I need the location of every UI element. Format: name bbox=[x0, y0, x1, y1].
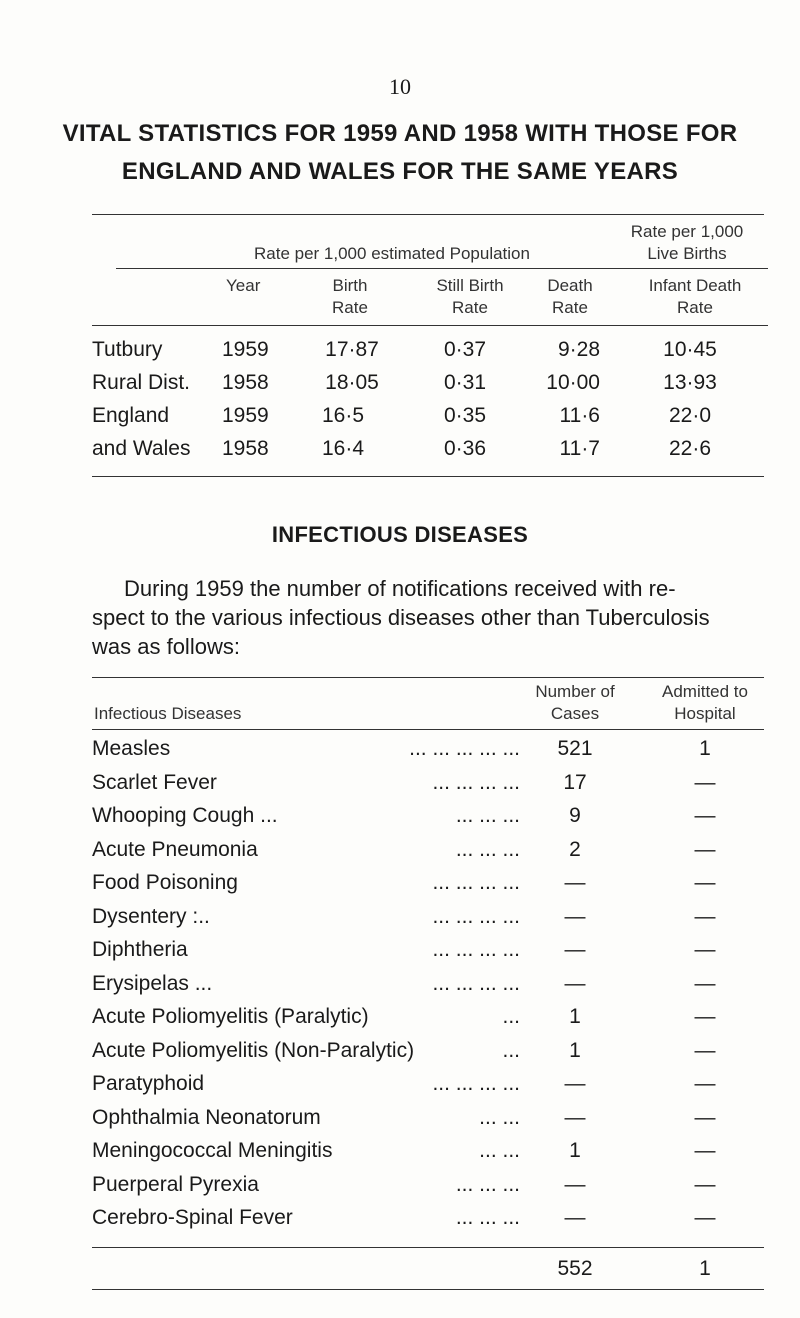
dot-leader: ... ... ... ... bbox=[432, 938, 520, 961]
cases-count: — bbox=[564, 1173, 586, 1196]
disease-name: Scarlet Fever bbox=[92, 771, 217, 794]
row-area: Tutbury bbox=[92, 338, 163, 361]
disease-name: Paratyphoid bbox=[92, 1072, 205, 1095]
cases-count: 9 bbox=[569, 804, 581, 827]
disease-name: Whooping Cough ... bbox=[92, 804, 278, 827]
disease-name: Diphtheria bbox=[92, 938, 188, 961]
table-rule-bottom bbox=[92, 1289, 764, 1290]
page-title-line-2: ENGLAND AND WALES FOR THE SAME YEARS bbox=[121, 158, 679, 185]
page-title-line-1: VITAL STATISTICS FOR 1959 AND 1958 WITH THOSE FOR bbox=[62, 120, 738, 147]
col-header-death-1: Death bbox=[547, 276, 593, 295]
col-header-still-2: Rate bbox=[452, 298, 488, 317]
disease-name: Cerebro-Spinal Fever bbox=[92, 1206, 293, 1229]
disease-name: Erysipelas ... bbox=[92, 972, 213, 995]
row-area: England bbox=[92, 404, 170, 427]
cases-count: — bbox=[564, 1106, 586, 1129]
table-rule-header bbox=[92, 325, 768, 326]
dot-leader: ... ... ... ... ... bbox=[409, 737, 520, 760]
dot-leader: ... ... ... bbox=[455, 838, 520, 861]
row-year: 1959 bbox=[222, 404, 269, 427]
row-still-birth-rate: 0·37 bbox=[443, 338, 487, 361]
row-infant-death-rate: 10·45 bbox=[663, 338, 717, 361]
hospital-count: 1 bbox=[699, 737, 711, 760]
cases-count: 17 bbox=[563, 771, 587, 794]
row-birth-rate: 17·87 bbox=[325, 338, 379, 361]
dot-leader: ... ... ... bbox=[455, 1206, 520, 1229]
col-header-death-2: Rate bbox=[552, 298, 588, 317]
hospital-count: — bbox=[694, 1106, 716, 1129]
table-rule-total bbox=[92, 1247, 764, 1248]
intro-paragraph bbox=[92, 574, 772, 661]
cases-count: — bbox=[564, 1206, 586, 1229]
hospital-count: — bbox=[694, 1206, 716, 1229]
disease-name: Acute Poliomyelitis (Paralytic) bbox=[92, 1005, 369, 1028]
row-infant-death-rate: 22·6 bbox=[668, 437, 712, 460]
hospital-count: — bbox=[694, 1039, 716, 1062]
hospital-count: — bbox=[694, 804, 716, 827]
row-still-birth-rate: 0·36 bbox=[443, 437, 487, 460]
table-rule-top bbox=[92, 214, 764, 215]
cases-count: 1 bbox=[569, 1139, 581, 1162]
row-area: Rural Dist. bbox=[92, 371, 191, 394]
hospital-count: — bbox=[694, 905, 716, 928]
col-header-infant-2: Rate bbox=[677, 298, 713, 317]
hospital-count: — bbox=[694, 972, 716, 995]
row-area: and Wales bbox=[92, 437, 191, 460]
hospital-count: — bbox=[694, 771, 716, 794]
dot-leader: ... ... ... bbox=[455, 804, 520, 827]
row-birth-rate: 16·5 bbox=[322, 404, 365, 427]
group-header-live-births-1: Rate per 1,000 bbox=[630, 222, 744, 241]
row-infant-death-rate: 22·0 bbox=[668, 404, 712, 427]
table-rule-top bbox=[92, 677, 764, 678]
col-header-birth-2: Rate bbox=[332, 298, 368, 317]
disease-name: Dysentery :.. bbox=[92, 905, 210, 928]
group-header-population: Rate per 1,000 estimated Population bbox=[254, 244, 530, 263]
disease-name: Puerperal Pyrexia bbox=[92, 1173, 259, 1196]
cases-count: — bbox=[564, 938, 586, 961]
table-rule-header bbox=[92, 729, 764, 730]
col-header-cases-1: Number of bbox=[535, 682, 615, 701]
table-rule-sub bbox=[116, 268, 768, 269]
dot-leader: ... ... bbox=[479, 1106, 520, 1129]
paragraph-line: was as follows: bbox=[92, 634, 240, 659]
col-header-year: Year bbox=[226, 276, 261, 295]
hospital-count: — bbox=[694, 1139, 716, 1162]
disease-name: Acute Poliomyelitis (Non-Paralytic) bbox=[92, 1039, 415, 1062]
row-death-rate: 10·00 bbox=[546, 371, 600, 394]
total-cases: 552 bbox=[557, 1257, 593, 1280]
total-hospital: 1 bbox=[699, 1257, 711, 1280]
col-header-birth-1: Birth bbox=[332, 276, 368, 295]
cases-count: 1 bbox=[569, 1005, 581, 1028]
group-header-live-births-2: Live Births bbox=[647, 244, 727, 263]
dot-leader: ... bbox=[502, 1039, 520, 1062]
disease-name: Ophthalmia Neonatorum bbox=[92, 1106, 321, 1129]
disease-name: Food Poisoning bbox=[92, 871, 238, 894]
dot-leader: ... ... ... ... bbox=[432, 871, 520, 894]
cases-count: — bbox=[564, 1072, 586, 1095]
disease-name: Acute Pneumonia bbox=[92, 838, 258, 861]
dot-leader: ... ... ... bbox=[455, 1173, 520, 1196]
hospital-count: — bbox=[694, 938, 716, 961]
cases-count: — bbox=[564, 871, 586, 894]
col-header-disease: Infectious Diseases bbox=[94, 704, 242, 723]
table-rule-bottom bbox=[92, 476, 764, 477]
row-birth-rate: 16·4 bbox=[322, 437, 365, 460]
paragraph-line: spect to the various infectious diseases other than Tuberculosis bbox=[92, 605, 710, 630]
hospital-count: — bbox=[694, 1072, 716, 1095]
cases-count: — bbox=[564, 905, 586, 928]
col-header-hospital-1: Admitted to bbox=[662, 682, 748, 701]
col-header-infant-1: Infant Death bbox=[648, 276, 742, 295]
row-birth-rate: 18·05 bbox=[325, 371, 379, 394]
col-header-hospital-2: Hospital bbox=[674, 704, 736, 723]
dot-leader: ... bbox=[502, 1005, 520, 1028]
row-death-rate: 11·7 bbox=[559, 437, 600, 460]
row-still-birth-rate: 0·35 bbox=[443, 404, 487, 427]
disease-name: Meningococcal Meningitis bbox=[92, 1139, 333, 1162]
row-death-rate: 9·28 bbox=[557, 338, 600, 361]
dot-leader: ... ... ... ... bbox=[432, 905, 520, 928]
col-header-cases-2: Cases bbox=[550, 704, 600, 723]
row-infant-death-rate: 13·93 bbox=[663, 371, 717, 394]
row-still-birth-rate: 0·31 bbox=[443, 371, 487, 394]
dot-leader: ... ... ... ... bbox=[432, 972, 520, 995]
row-year: 1958 bbox=[222, 437, 269, 460]
cases-count: 1 bbox=[569, 1039, 581, 1062]
row-death-rate: 11·6 bbox=[559, 404, 600, 427]
dot-leader: ... ... ... ... bbox=[432, 771, 520, 794]
cases-count: 521 bbox=[557, 737, 593, 760]
paragraph-line: During 1959 the number of notifications received with re- bbox=[124, 576, 676, 601]
cases-count: — bbox=[564, 972, 586, 995]
page-number: 10 bbox=[389, 74, 411, 99]
row-year: 1959 bbox=[222, 338, 269, 361]
hospital-count: — bbox=[694, 838, 716, 861]
dot-leader: ... ... bbox=[479, 1139, 520, 1162]
col-header-still-1: Still Birth bbox=[436, 276, 504, 295]
row-year: 1958 bbox=[222, 371, 269, 394]
section-heading-infectious-diseases: INFECTIOUS DISEASES bbox=[271, 522, 529, 547]
hospital-count: — bbox=[694, 1173, 716, 1196]
dot-leader: ... ... ... ... bbox=[432, 1072, 520, 1095]
hospital-count: — bbox=[694, 1005, 716, 1028]
cases-count: 2 bbox=[569, 838, 581, 861]
disease-name: Measles bbox=[92, 737, 171, 760]
hospital-count: — bbox=[694, 871, 716, 894]
